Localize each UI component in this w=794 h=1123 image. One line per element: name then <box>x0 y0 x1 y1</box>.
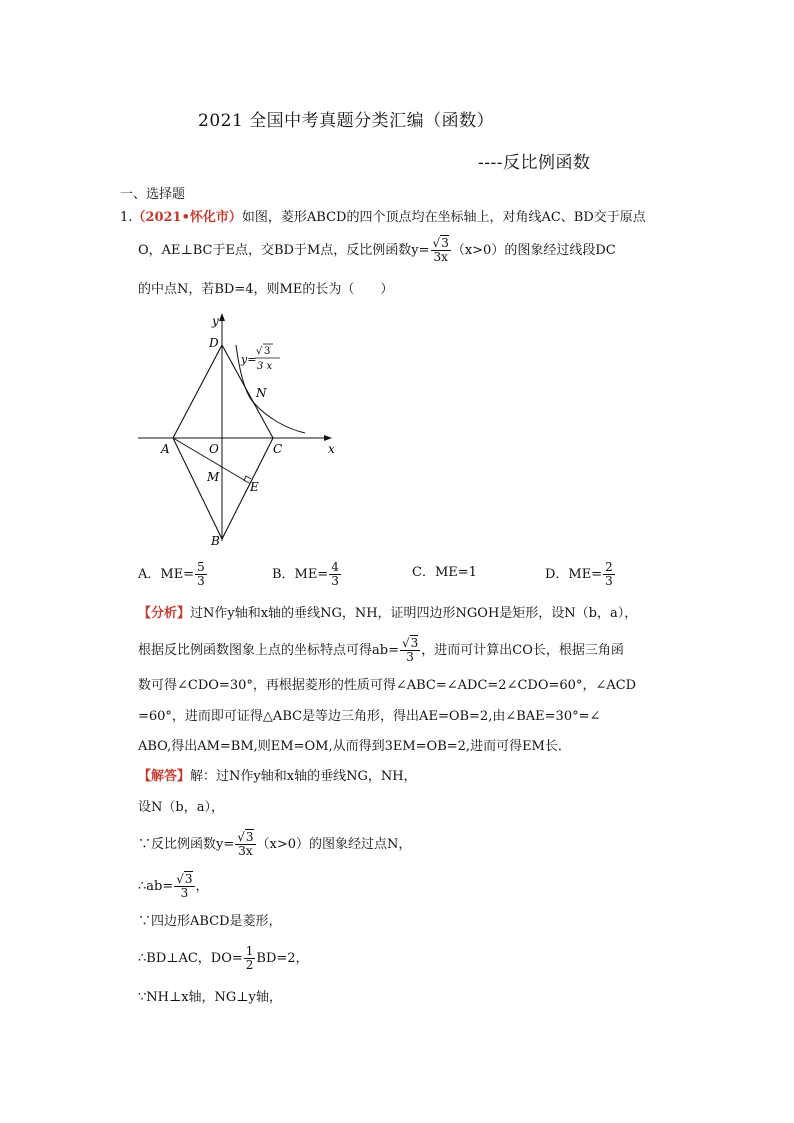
curve-numerator: 3 <box>264 346 271 357</box>
solution-fraction-4-den: 3 <box>180 886 189 900</box>
option-b[interactable] <box>272 561 342 588</box>
question-line-3: 的中点N，若BD=4，则ME的长为（ ） <box>138 282 394 297</box>
analysis-tag: 【分析】 <box>138 606 191 621</box>
question-number: 1. <box>120 210 133 225</box>
option-d-text: D．ME= <box>545 567 603 582</box>
solution-text-3a: ∵反比例函数y= <box>138 837 235 852</box>
solution-text-6b: BD=2， <box>256 951 309 966</box>
solution-fraction-3-den: 3x <box>238 844 253 858</box>
analysis-line-3: 数可得∠CDO=30°，再根据菱形的性质可得∠ABC=∠ADC=2∠CDO=60°，∠ACD <box>138 678 637 693</box>
option-b-den: 3 <box>331 574 339 588</box>
page-title: 2021 全国中考真题分类汇编（函数） <box>198 111 495 131</box>
option-b-fraction <box>329 561 341 588</box>
option-c[interactable] <box>412 563 477 583</box>
label-y: y <box>212 314 219 328</box>
analysis-fraction-den: 3 <box>406 650 414 664</box>
solution-text-3b: （x>0）的图象经过点N， <box>256 837 412 852</box>
option-b-num: 4 <box>331 560 339 574</box>
solution-fraction-6-den: 2 <box>245 958 254 972</box>
option-a-den: 3 <box>197 574 205 588</box>
question-source: （2021•怀化市） <box>132 210 242 225</box>
solution-line-4 <box>138 873 209 900</box>
fraction-numerator: 3 <box>441 236 449 250</box>
label-d: D <box>209 336 219 350</box>
fraction-denominator: 3x <box>433 250 448 264</box>
rhombus-figure <box>130 305 345 550</box>
solution-fraction-3-num: 3 <box>245 830 254 844</box>
x-axis-arrow <box>324 435 332 441</box>
solution-line-2: 设N（b，a）， <box>138 800 224 815</box>
question-text-2b: （x>0）的图象经过线段DC <box>451 243 616 258</box>
option-a-num: 5 <box>197 560 205 574</box>
curve-equation-y: y= <box>241 353 257 366</box>
label-b: B <box>211 534 220 548</box>
analysis-text-2b: ，进而可计算出CO长，根据三角函 <box>421 643 624 658</box>
solution-line-1 <box>138 767 417 787</box>
analysis-line-1 <box>138 604 637 624</box>
solution-text-4a: ∴ab= <box>138 879 174 894</box>
option-a[interactable] <box>138 561 208 588</box>
analysis-line-2 <box>138 637 624 664</box>
curve-sqrt-sign: √ <box>256 346 263 357</box>
solution-tag: 【解答】 <box>138 769 191 784</box>
question-text-1: 如图，菱形ABCD的四个顶点均在坐标轴上，对角线AC、BD交于原点 <box>241 210 646 225</box>
option-d-den: 3 <box>605 574 613 588</box>
solution-fraction-6-num: 1 <box>245 944 254 958</box>
option-a-text: A．ME= <box>138 567 195 582</box>
option-c-text: C．ME=1 <box>412 565 477 580</box>
solution-text-4b: ， <box>195 879 209 894</box>
rhombus-abcd <box>173 345 273 539</box>
label-x: x <box>328 442 335 456</box>
solution-text-1: 解：过N作y轴和x轴的垂线NG，NH， <box>190 769 417 784</box>
y-axis-arrow <box>219 313 225 321</box>
label-e: E <box>250 480 259 494</box>
label-n: N <box>256 386 267 400</box>
function-fraction: $\frac{√3}{3x}$ <box>432 236 449 264</box>
solution-fraction-4: $\frac{√3}{3}$ <box>176 872 193 900</box>
section-heading: 一、选择题 <box>120 187 186 202</box>
analysis-text-2a: 根据反比例函数图象上点的坐标特点可得ab= <box>138 643 399 658</box>
curve-denominator: 3 x <box>257 361 273 372</box>
analysis-line-5: ABO,得出AM=BM,则EM=OM,从而得到3EM=OB=2,进而可得EM长． <box>138 739 571 754</box>
solution-line-7: ∵NH⊥x轴，NG⊥y轴， <box>138 990 282 1005</box>
label-m: M <box>207 470 220 484</box>
solution-text-6a: ∴BD⊥AC，DO= <box>138 951 243 966</box>
solution-line-6 <box>138 945 309 972</box>
label-a: A <box>161 442 170 456</box>
solution-fraction-4-num: 3 <box>184 872 193 886</box>
option-d-fraction <box>603 561 615 588</box>
analysis-line-4: =60°，进而即可证得△ABC是等边三角形，得出AE=OB=2,由∠BAE=30°=∠ <box>138 709 601 724</box>
option-d[interactable] <box>545 561 616 588</box>
page-subtitle: ----反比例函数 <box>478 153 591 173</box>
question-line-1 <box>120 208 646 228</box>
question-line-2 <box>138 237 616 264</box>
label-c: C <box>273 442 283 456</box>
solution-line-5: ∵四边形ABCD是菱形， <box>138 914 282 929</box>
option-a-fraction <box>195 561 207 588</box>
solution-fraction-6 <box>244 945 256 972</box>
analysis-text-1: 过N作y轴和x轴的垂线NG，NH，证明四边形NGOH是矩形，设N（b，a）， <box>190 606 638 621</box>
analysis-fraction: $\frac{√3}{3}$ <box>401 636 419 664</box>
option-b-text: B．ME= <box>272 567 329 582</box>
label-o: O <box>209 442 219 456</box>
option-d-num: 2 <box>605 560 613 574</box>
question-text-2a: O，AE⊥BC于E点，交BD于M点，反比例函数y= <box>138 243 430 258</box>
analysis-fraction-num: 3 <box>410 636 419 650</box>
solution-line-3 <box>138 831 411 858</box>
solution-fraction-3: $\frac{√3}{3x}$ <box>237 830 254 858</box>
